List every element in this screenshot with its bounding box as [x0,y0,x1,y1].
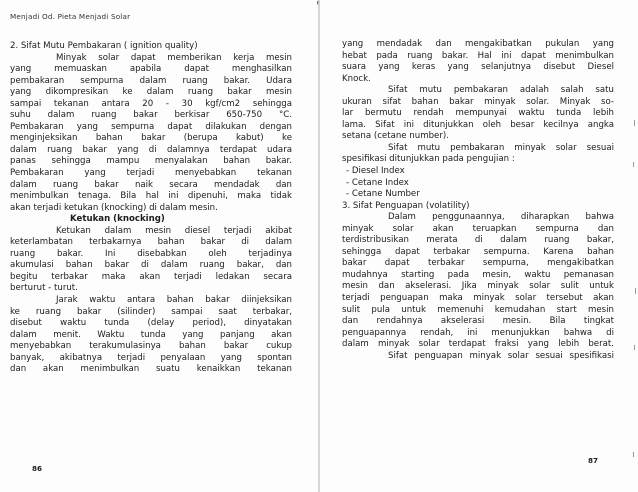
left-page-line: ruang bakar. Ini disebabkan oleh terjadinya [10,248,292,259]
right-page-line: yang mendadak dan mengakibatkan pukulan yang [342,39,614,49]
left-page-line: akumulasi bahan bakar di dalam ruang bakar, dan [10,260,292,271]
left-page-line: suhu dalam ruang bakar berkisar 650-750 °C. [10,110,292,121]
left-page-line: begitu terbakar maka akan terjadi ledakan secara [10,271,292,282]
right-page-line: - Cetane Number [346,189,420,200]
right-page-line: terjadi penguapan maka minyak solar tersebut akan [342,293,614,304]
left-page-line: Jarak waktu antara bahan bakar diinjeksikan [56,295,292,306]
left-page-line: 2. Sifat Mutu Pembakaran ( ignition quality) [10,41,198,51]
left-page-line: yang memuaskan apabila dapat menghasilkan [10,64,292,75]
left-page-text [10,41,292,376]
right-page-line: Sifat mutu pembakaran adalah salah satu [388,85,614,96]
left-page-line: menginjeksikan bahan bakar (berupa kabut) ke [10,133,292,144]
left-page-line: Minyak solar dapat memberikan kerja mesin [56,52,292,63]
right-page-line: sulit pula untuk memenuhi kemudahan start mesin [342,304,614,315]
right-page-text [342,39,614,362]
right-page-line: lama. Sifat ini ditunjukkan oleh besar kecilnya angka [342,119,614,130]
right-page-line: Knock. [342,73,371,84]
right-page [322,0,638,492]
right-page-line: bakar dapat terbakar sempurna, mengakibatkan [342,258,614,269]
left-page-line: Pembakaran yang sempurna dapat dilakukan dengan [10,121,292,132]
left-page-line: Ketukan dalam mesin diesel terjadi akibat [56,225,292,236]
right-page-line: setana (cetane number). [342,131,449,142]
right-page-line: terdistribusikan merata di dalam ruang bakar, [342,235,614,246]
left-page-line: dalam menit. Waktu tunda yang panjang akan [10,329,292,340]
left-page [0,0,318,492]
book-gutter [318,0,320,492]
right-page-line: sehingga dapat terbakar sempurna. Karena bahan [342,246,614,257]
right-page-line: lar bermutu rendah mempunyai waktu tunda lebih [342,108,614,119]
right-page-line: mudahnya starting pada mesin, waktu pemanasan [342,269,614,280]
left-page-line: menyebabkan terakumulasinya bahan bakar cukup [10,341,292,352]
page-number-right: 87 [588,456,599,465]
right-page-line: dalam minyak solar terdapat fraksi yang lebih berat. [342,339,614,350]
left-page-line: ke ruang bakar (silinder) sampai saat terbakar, [10,306,292,317]
left-page-line: akan terjadi ketukan (knocking) di dalam mesin. [10,202,218,213]
left-page-line: menimbulkan tenaga. Bila hal ini dipenuhi, maka tidak [10,191,292,202]
right-page-line: Sifat penguapan minyak solar sesuai spesifikasi [388,350,614,361]
right-page-line: spesifikasi ditunjukkan pada pengujian : [342,154,515,165]
gutter-mark: ' [316,0,320,13]
left-page-line: keterlambatan terbakarnya bahan bakar di dalam [10,237,292,248]
running-head: Menjadi Od. Pieta Menjadi Solar [10,12,131,21]
right-page-line: Sifat mutu pembakaran minyak solar sesuai [388,142,614,153]
page-number-left: 86 [32,464,43,473]
right-page-line: dan rendahnya akselerasi mesin. Bila tingkat [342,316,614,327]
right-page-line: ukuran sifat bahan bakar minyak solar. Minyak so- [342,96,614,107]
left-page-line: Ketukan (knocking) [70,214,165,225]
scan-edge-marks [630,0,638,492]
left-page-line: sampai tekanan antara 20 - 30 kgf/cm2 sehingga [10,98,292,109]
left-page-line: disebut waktu tunda (delay period), dinyatakan [10,318,292,329]
right-page-line: hebat pada ruang bakar. Hal ini dapat menimbulkan [342,50,614,61]
left-page-line: berturut - turut. [10,283,78,294]
right-page-line: minyak solar akan teruapkan sempurna dan [342,223,614,234]
right-page-line: penguapannya rendah, ini menunjukkan bahwa di [342,327,614,338]
right-page-line: - Cetane Index [346,177,409,188]
left-page-line: dalam ruang bakar yang di dalamnya terdapat udara [10,144,292,155]
right-page-line: - Diesel Index [346,166,405,177]
left-page-line: dalam ruang bakar naik secara mendadak dan [10,179,292,190]
right-page-line: Dalam penggunaannya, diharapkan bahwa [388,212,614,223]
left-page-line: dan akan menimbulkan suatu kenaikkan tekanan [10,364,292,375]
left-page-line: pembakaran sempurna dalam ruang bakar. Udara [10,75,292,86]
left-page-line: yang dikompresikan ke dalam ruang bakar mesin [10,87,292,98]
right-page-line: 3. Sifat Penguapan (volatility) [342,200,470,211]
left-page-line: Pembakaran yang terjadi menyebabkan tekanan [10,168,292,179]
right-page-line: suara yang keras yang selanjutnya disebut Diesel [342,62,614,73]
left-page-line: panas sehingga mampu menyalakan bahan bakar. [10,156,292,167]
right-page-line: mesin dan akselerasi. Jika minyak solar sulit untuk [342,281,614,292]
left-page-line: banyak, akibatnya terjadi penyalaan yang spontan [10,352,292,363]
